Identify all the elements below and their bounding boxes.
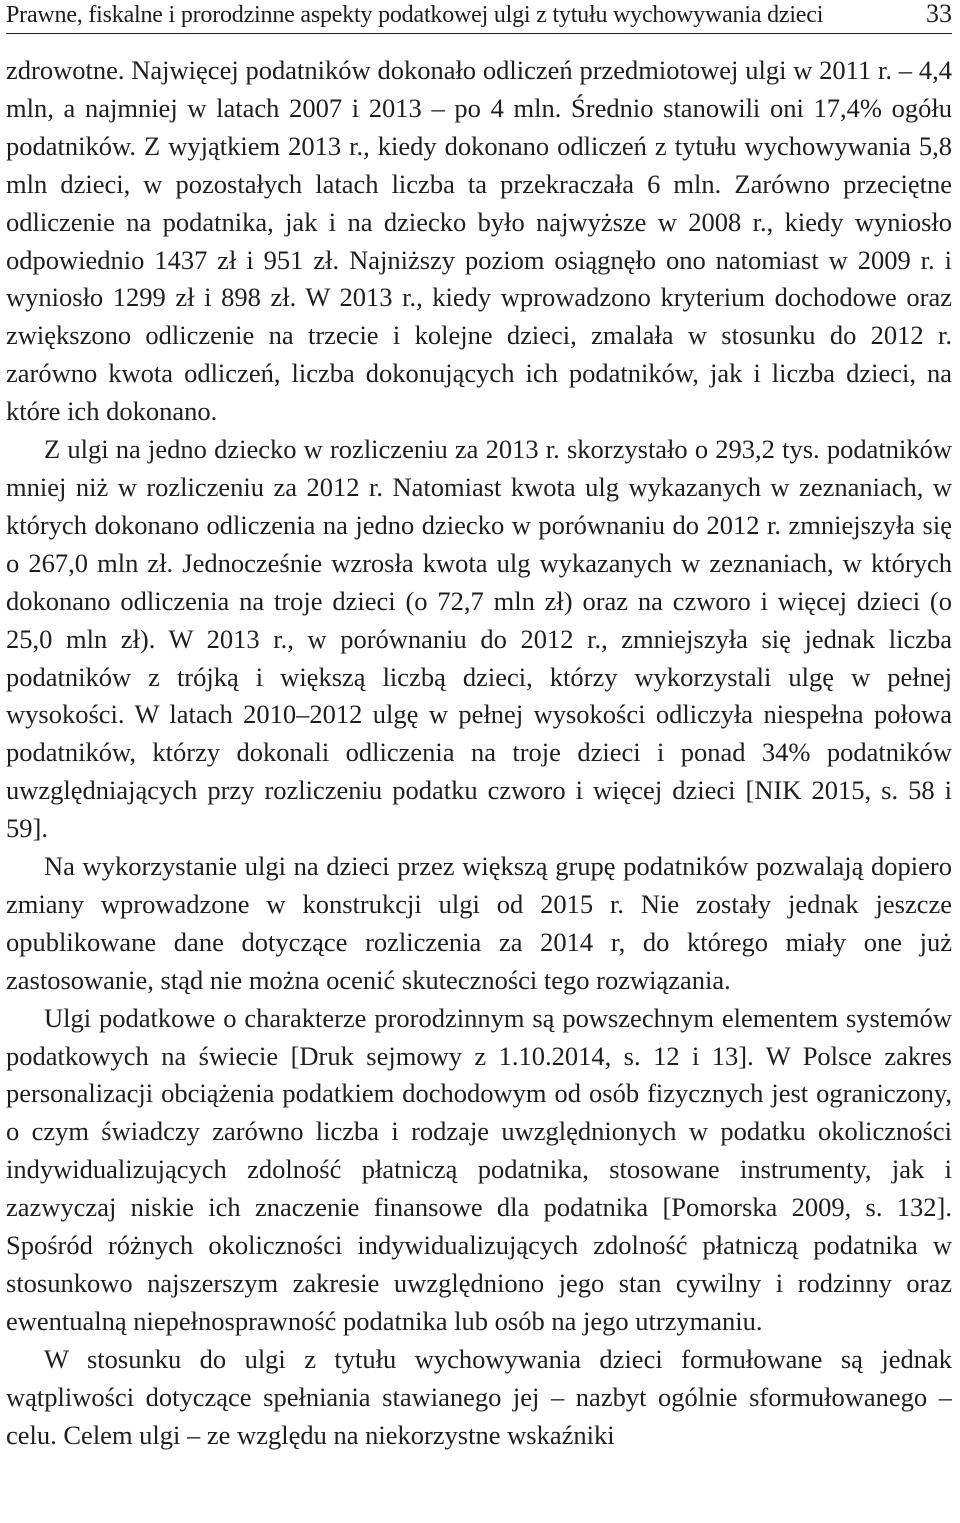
paragraph: Z ulgi na jedno dziecko w rozliczeniu za 2013 r. skorzystało o 293,2 tys. podatników mniej niż w rozliczeniu za 2012 r. Natomiast kwota ulg wykazanych w zeznaniach, w których dokonano odliczenia na jedno dziecko w porównaniu do 2012 r. zmniejszyła się o 267,0 mln zł. Jednocześnie wzrosła kwota ulg wykazanych w zeznaniach, w których dokonano odliczenia na troje dzieci (o 72,7 mln zł) oraz na czworo i więcej dzieci (o 25,0 mln zł). W 2013 r., w porównaniu do 2012 r., zmniejszyła się jednak liczba podatników z trójką i większą liczbą dzieci, którzy wykorzystali ulgę w pełnej wysokości. W latach 2010–2012 ulgę w pełnej wysokości odliczyła niespełna połowa podatników, którzy dokonali odliczenia na troje dzieci i ponad 34% podatników uwzględniających przy rozliczeniu podatku czworo i więcej dzieci [NIK 2015, s. 58 i 59]. <box>6 434 952 844</box>
paragraph: W stosunku do ulgi z tytułu wychowywania dzieci formułowane są jednak wątpliwości dotyczące spełniania stawianego jej – nazbyt ogólnie sformułowanego – celu. Celem ulgi – ze względu na niekorzystne wskaźniki <box>6 1343 952 1450</box>
running-header-title: Prawne, fiskalne i prorodzinne aspekty podatkowej ulgi z tytułu wychowywania dzieci <box>6 2 824 28</box>
paragraph: Na wykorzystanie ulgi na dzieci przez większą grupę podatników pozwalają dopiero zmiany wprowadzone w konstrukcji ulgi od 2015 r. Nie zostały jednak jeszcze opublikowane dane dotyczące rozliczenia za 2014 r, do którego miały one już zastosowanie, stąd nie można ocenić skuteczności tego rozwiązania. <box>6 851 952 995</box>
running-header <box>6 0 952 34</box>
page-number: 33 <box>926 0 952 28</box>
body-text <box>6 52 952 1517</box>
paragraph-continued: zdrowotne. Najwięcej podatników dokonało odliczeń przedmiotowej ulgi w 2011 r. – 4,4 mln, a najmniej w latach 2007 i 2013 – po 4 mln. Średnio stanowili oni 17,4% ogółu podatników. Z wyjątkiem 2013 r., kiedy dokonano odliczeń z tytułu wychowywania 5,8 mln dzieci, w pozostałych latach liczba ta przekraczała 6 mln. Zarówno przeciętne odliczenie na podatnika, jak i na dziecko było najwyższe w 2008 r., kiedy wyniosło odpowiednio 1437 zł i 951 zł. Najniższy poziom osiągnęło ono natomiast w 2009 r. i wyniosło 1299 zł i 898 zł. W 2013 r., kiedy wprowadzono kryterium dochodowe oraz zwiększono odliczenie na trzecie i kolejne dzieci, zmalała w stosunku do 2012 r. zarówno kwota odliczeń, liczba dokonujących ich podatników, jak i liczba dzieci, na które ich dokonano. <box>6 55 952 427</box>
paragraph: Ulgi podatkowe o charakterze prorodzinnym są powszechnym elementem systemów podatkowych na świecie [Druk sejmowy z 1.10.2014, s. 12 i 13]. W Polsce zakres personalizacji obciążenia podatkiem dochodowym od osób fizycznych jest ograniczony, o czym świadczy zarówno liczba i rodzaje uwzględnionych w podatku okoliczności indywidualizujących zdolność płatniczą podatnika, stosowane instrumenty, jak i zazwyczaj niskie ich znaczenie finansowe dla podatnika [Pomorska 2009, s. 132]. Spośród różnych okoliczności indywidualizujących zdolność płatniczą podatnika w stosunkowo najszerszym zakresie uwzględniono jego stan cywilny i rodzinny oraz ewentualną niepełnosprawność podatnika lub osób na jego utrzymaniu. <box>6 1002 952 1336</box>
